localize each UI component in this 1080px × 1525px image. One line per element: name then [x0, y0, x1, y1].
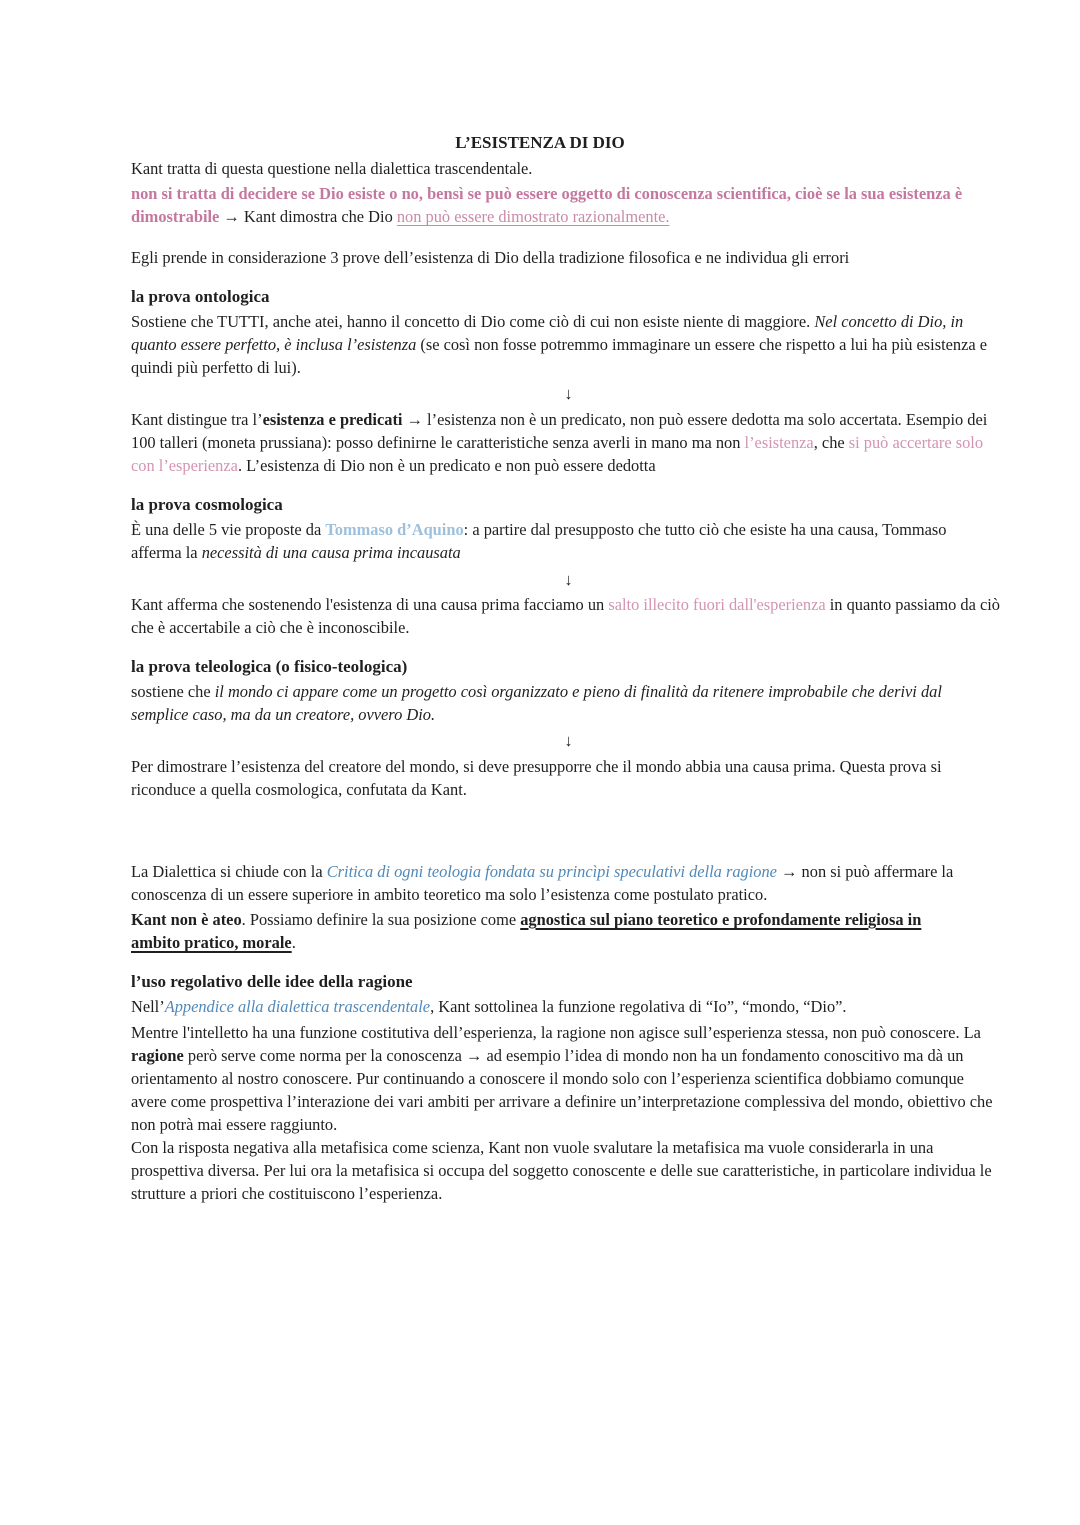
- cosmologica-paragraph-1: È una delle 5 vie proposte da Tommaso d’Aquino: a partire dal presupposto che tutto ciò che esiste ha una causa, Tommaso afferma la necessità di una causa prima incausata: [131, 520, 947, 562]
- heading-cosmologica: la prova cosmologica: [131, 495, 283, 514]
- teleologica-paragraph-1: sostiene che il mondo ci appare come un progetto così organizzato e pieno di finalità da ritenere improbabile che derivi dal semplice caso, ma da un creatore, ovvero Dio.: [131, 682, 942, 724]
- arrow-down-icon: ↓: [564, 570, 573, 589]
- arrow-down-icon: ↓: [564, 384, 573, 403]
- ontologica-paragraph-1: Sostiene che TUTTI, anche atei, hanno il concetto di Dio come ciò di cui non esiste niente di maggiore. Nel concetto di Dio, in quanto essere perfetto, è inclusa l’esistenza (se così non fosse potremmo immaginare un essere che rispetto a lui ha più esistenza e quindi più perfetto di lui).: [131, 312, 988, 377]
- regolativo-paragraph-3: Con la risposta negativa alla metafisica come scienza, Kant non vuole svalutare la metafisica ma vuole considerarla in una prospettiva diversa. Per lui ora la metafisica si occupa del soggetto conoscente e delle sue caratteristiche, in particolare individua le strutture a priori che costituiscono l’esperienza.: [131, 1138, 992, 1203]
- regolativo-paragraph-2: Mentre l'intelletto ha una funzione costitutiva dell’esperienza, la ragione non agisce sull’esperienza stessa, non può conoscere. La ragione però serve come norma per la conoscenza → ad esempio l’idea di mondo non ha un fondamento conoscitivo ma dà un orientamento al nostro conoscere. Pur continuando a conoscere il mondo solo con l’esperienza scientifica dobbiamo comunque avere come prospettiva l’interazione dei vari ambiti per arrivare a definire un’interpretazione complessiva del mondo, obiettivo che non potrà mai essere raggiunto.: [131, 1023, 993, 1134]
- ontologica-paragraph-2: Kant distingue tra l’esistenza e predicati → l’esistenza non è un predicato, non può essere dedotta ma solo accertata. Esempio dei 100 talleri (moneta prussiana): posso definirne le caratteristiche senza averli in mano ma non l’esistenza, che si può accertare solo con l’esperienza. L’esistenza di Dio non è un predicato e non può essere dedotta: [131, 410, 988, 475]
- prove-intro: Egli prende in considerazione 3 prove dell’esistenza di Dio della tradizione filosofica e ne individua gli errori: [131, 248, 850, 267]
- cosmologica-paragraph-2: Kant afferma che sostenendo l'esistenza di una causa prima facciamo un salto illecito fuori dall'esperienza in quanto passiamo da ciò che è accertabile a ciò che è inconoscibile.: [131, 595, 1000, 637]
- dialettica-paragraph-1: La Dialettica si chiude con la Critica di ogni teologia fondata su princìpi speculativi della ragione → non si può affermare la conoscenza di un essere superiore in ambito teoretico ma solo l’esistenza come postulato pratico.: [131, 862, 954, 904]
- heading-regolativo: l’uso regolativo delle idee della ragione: [131, 972, 413, 991]
- dialettica-paragraph-2: Kant non è ateo. Possiamo definire la sua posizione come agnostica sul piano teoretico e profondamente religiosa in ambito pratico, morale.: [131, 910, 922, 952]
- teleologica-paragraph-2: Per dimostrare l’esistenza del creatore del mondo, si deve presupporre che il mondo abbia una causa prima. Questa prova si riconduce a quella cosmologica, confutata da Kant.: [131, 757, 942, 799]
- intro-underlined: non può essere dimostrato razionalmente.: [396, 207, 670, 226]
- intro-highlight: non si tratta di decidere se Dio esiste o no, bensì se può essere oggetto di conoscenza scientifica, cioè se la sua esistenza è dimostrabile: [131, 184, 963, 226]
- heading-ontologica: la prova ontologica: [131, 287, 270, 306]
- regolativo-paragraph-1: Nell’Appendice alla dialettica trascendentale, Kant sottolinea la funzione regolativa di “Io”, “mondo, “Dio”.: [131, 997, 847, 1016]
- intro-paragraph: non si tratta di decidere se Dio esiste o no, bensì se può essere oggetto di conoscenza scientifica, cioè se la sua esistenza è dimostrabile → Kant dimostra che Dio non può essere dimostrato razionalmente.: [131, 184, 963, 226]
- page-title: L’ESISTENZA DI DIO: [455, 133, 625, 152]
- intro-line: Kant tratta di questa questione nella dialettica trascendentale.: [131, 159, 533, 178]
- arrow-down-icon: ↓: [564, 731, 573, 750]
- heading-teleologica: la prova teleologica (o fisico-teologica): [131, 657, 408, 676]
